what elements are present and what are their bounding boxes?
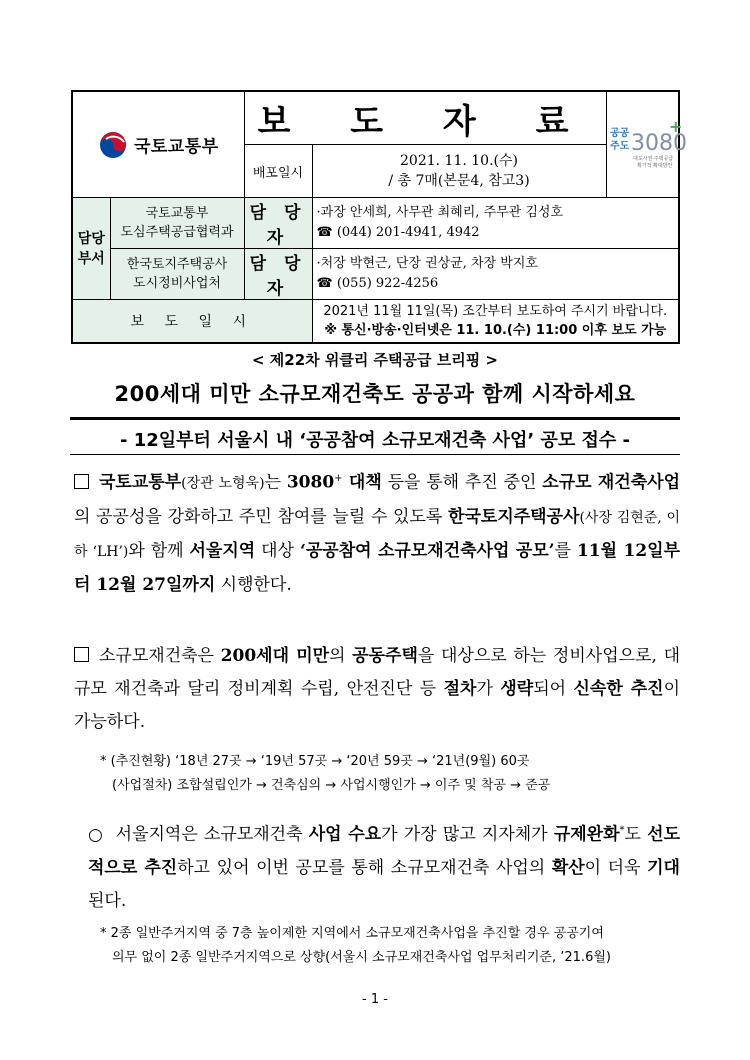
p1-minister: (장관 노형욱) <box>181 475 265 492</box>
resp-phone-2: ☎ (055) 922-4256 <box>316 276 439 291</box>
p2-household: 200세대 미만 <box>220 646 330 666</box>
p2-text-a: 소규모재건축은 <box>99 646 221 666</box>
p2-housing: 공동주택 <box>352 646 418 666</box>
p2-procedure: 절차 <box>443 679 477 699</box>
p2-text-g: 가 <box>476 679 501 699</box>
brand-line2: 주도 <box>609 140 629 152</box>
headline: 200세대 미만 소규모재건축도 공공과 함께 시작하세요 <box>114 382 636 406</box>
footnote-2-line1: * 2종 일반주거지역 중 7층 높이제한 지역에서 소규모재건축사업을 추진할 경우 공공기여 <box>100 926 604 941</box>
p1-plan-number: 3080 <box>286 472 335 493</box>
page-number: - 1 - <box>362 992 388 1007</box>
p3-text-a: 서울지역은 소규모재건축 <box>115 824 309 845</box>
distribution-date: 2021. 11. 10.(수) <box>400 153 518 169</box>
header-table <box>71 90 687 344</box>
p1-text-p: 를 <box>554 540 577 561</box>
p1-project: 소규모 재건축사업 <box>542 472 681 493</box>
p2-text-c: 의 <box>329 646 353 666</box>
distribution-label: 배포일시 <box>244 145 312 198</box>
resp-people-1: ·과장 안세희, 사무관 최혜리, 주무관 김성호 <box>316 205 564 220</box>
brand-caption1: 대도시권 주택공급 <box>632 155 673 162</box>
p1-plan-plus: + <box>334 473 343 484</box>
footnote-1 <box>100 750 680 798</box>
p1-region: 서울지역 <box>189 540 256 561</box>
resp-label-2: 담 당 자 <box>244 249 312 300</box>
footnote-2 <box>100 922 680 970</box>
p3-text-f: 도 <box>624 824 648 845</box>
dept-org-1-line2: 도심주택공급협력과 <box>120 225 234 240</box>
subheadline: - 12일부터 서울시 내 ‘공공참여 소규모재건축 사업’ 공모 접수 - <box>120 430 630 451</box>
p3-text-l: 된다. <box>88 890 127 911</box>
dept-label: 담당 부서 <box>72 198 110 300</box>
square-bullet-icon <box>74 647 89 662</box>
p1-text-l: 와 함께 <box>128 540 190 561</box>
p3-demand: 사업 수요 <box>308 824 382 845</box>
p3-text-c: 가 가장 많고 지자체가 <box>381 824 554 845</box>
distribution-info <box>312 145 606 198</box>
p2-text-k: 이 가능하다. <box>74 679 680 732</box>
press-release-title: 보 도 자 료 <box>244 91 606 145</box>
p3-spread: 확산 <box>551 857 585 878</box>
brand-logo-cell <box>606 91 687 198</box>
dept-org-1-line1: 국토교통부 <box>145 206 209 221</box>
paragraph-1 <box>74 462 680 602</box>
resp-info-2 <box>312 249 679 300</box>
p3-text-h: 하고 있어 이번 공모를 통해 소규모재건축 사업의 <box>177 857 552 878</box>
brand-3080-logo <box>607 112 687 174</box>
p3-deregulation: 규제완화 <box>553 824 620 845</box>
p3-text-j: 이 더욱 <box>584 857 648 878</box>
p1-text-g: 등을 통해 추진 중인 <box>381 472 543 493</box>
resp-label-1: 담 당 자 <box>244 198 312 249</box>
subheadline-rule <box>70 454 680 455</box>
p1-text-n: 대상 <box>255 540 300 561</box>
footnote-1-line2: (사업절차) 조합설립인가 → 건축심의 → 사업시행인가 → 이주 및 착공 → 준공 <box>112 778 551 793</box>
p1-lh: 한국토지주택공사 <box>448 506 580 527</box>
p3-asterisk: * <box>619 825 625 836</box>
footnote-2-line2: 의무 없이 2종 일반주거지역으로 상향(서울시 소규모재건축사업 업무처리기준, ’21.6월) <box>112 950 611 965</box>
brand-number: 3080 <box>630 130 687 156</box>
square-bullet-icon <box>74 474 89 489</box>
ministry-logo <box>73 130 244 160</box>
p1-text-i: 의 공공성을 강화하고 주민 참여를 늘릴 수 있도록 <box>74 506 449 527</box>
p1-plan-word: 대책 <box>342 472 382 493</box>
dept-org-2 <box>110 249 244 300</box>
brand-caption2: 획기적 확대방안 <box>636 162 672 169</box>
dept-org-2-line1: 한국토지주택공사 <box>126 257 228 272</box>
p2-text-i: 되어 <box>533 679 574 699</box>
p3-leading: 선도적으로 추진 <box>88 824 681 878</box>
p1-lh-ceo: (사장 김현준, 이하 ‘LH’) <box>74 509 680 560</box>
resp-people-2: ·처장 박현근, 단장 권상균, 차장 박지호 <box>316 256 538 271</box>
embargo-info <box>312 300 679 344</box>
paragraph-3 <box>88 814 680 918</box>
p1-text-c: 는 <box>264 472 287 493</box>
resp-info-1 <box>312 198 679 249</box>
p2-text-e: 을 대상으로 하는 정비사업으로, 대규모 재건축과 달리 정비계획 수립, 안전진단 등 <box>74 646 680 699</box>
briefing-series: < 제22차 위클리 주택공급 브리핑 > <box>251 351 498 369</box>
p2-omitted: 생략 <box>500 679 534 699</box>
headline-rule <box>70 417 680 420</box>
p1-period: 11월 12일부터 12월 27일까지 <box>74 540 681 595</box>
p3-expect: 기대 <box>647 857 680 878</box>
circle-bullet-icon: ○ <box>88 824 104 845</box>
p1-text-r: 시행한다. <box>215 574 292 595</box>
embargo-label: 보 도 일 시 <box>72 300 312 344</box>
footnote-1-line1: * (추진현황) ‘18년 27곳 → ‘19년 57곳 → ‘20년 59곳 → ‘21년(9월) 60곳 <box>100 754 530 769</box>
p2-rapid: 신속한 추진 <box>573 679 664 699</box>
dept-org-2-line2: 도시정비사업처 <box>133 276 221 291</box>
page-count: / 총 7매(본문4, 참고3) <box>388 173 530 189</box>
taegeuk-icon <box>98 130 128 160</box>
ministry-logo-cell <box>72 91 244 198</box>
brand-plus: + <box>668 116 682 136</box>
dept-org-1 <box>110 198 244 249</box>
p1-contest: ‘공공참여 소규모재건축사업 공모’ <box>299 540 555 561</box>
paragraph-2 <box>74 640 680 739</box>
resp-phone-1: ☎ (044) 201-4941, 4942 <box>316 225 480 240</box>
embargo-line2: ※ 통신·방송·인터넷은 11. 10.(수) 11:00 이후 보도 가능 <box>324 323 667 338</box>
p1-ministry: 국토교통부 <box>99 472 182 493</box>
embargo-line1: 2021년 11월 11일(목) 조간부터 보도하여 주시기 바랍니다. <box>323 304 668 319</box>
ministry-name: 국토교통부 <box>133 137 219 157</box>
brand-line1: 공공 <box>609 127 629 139</box>
